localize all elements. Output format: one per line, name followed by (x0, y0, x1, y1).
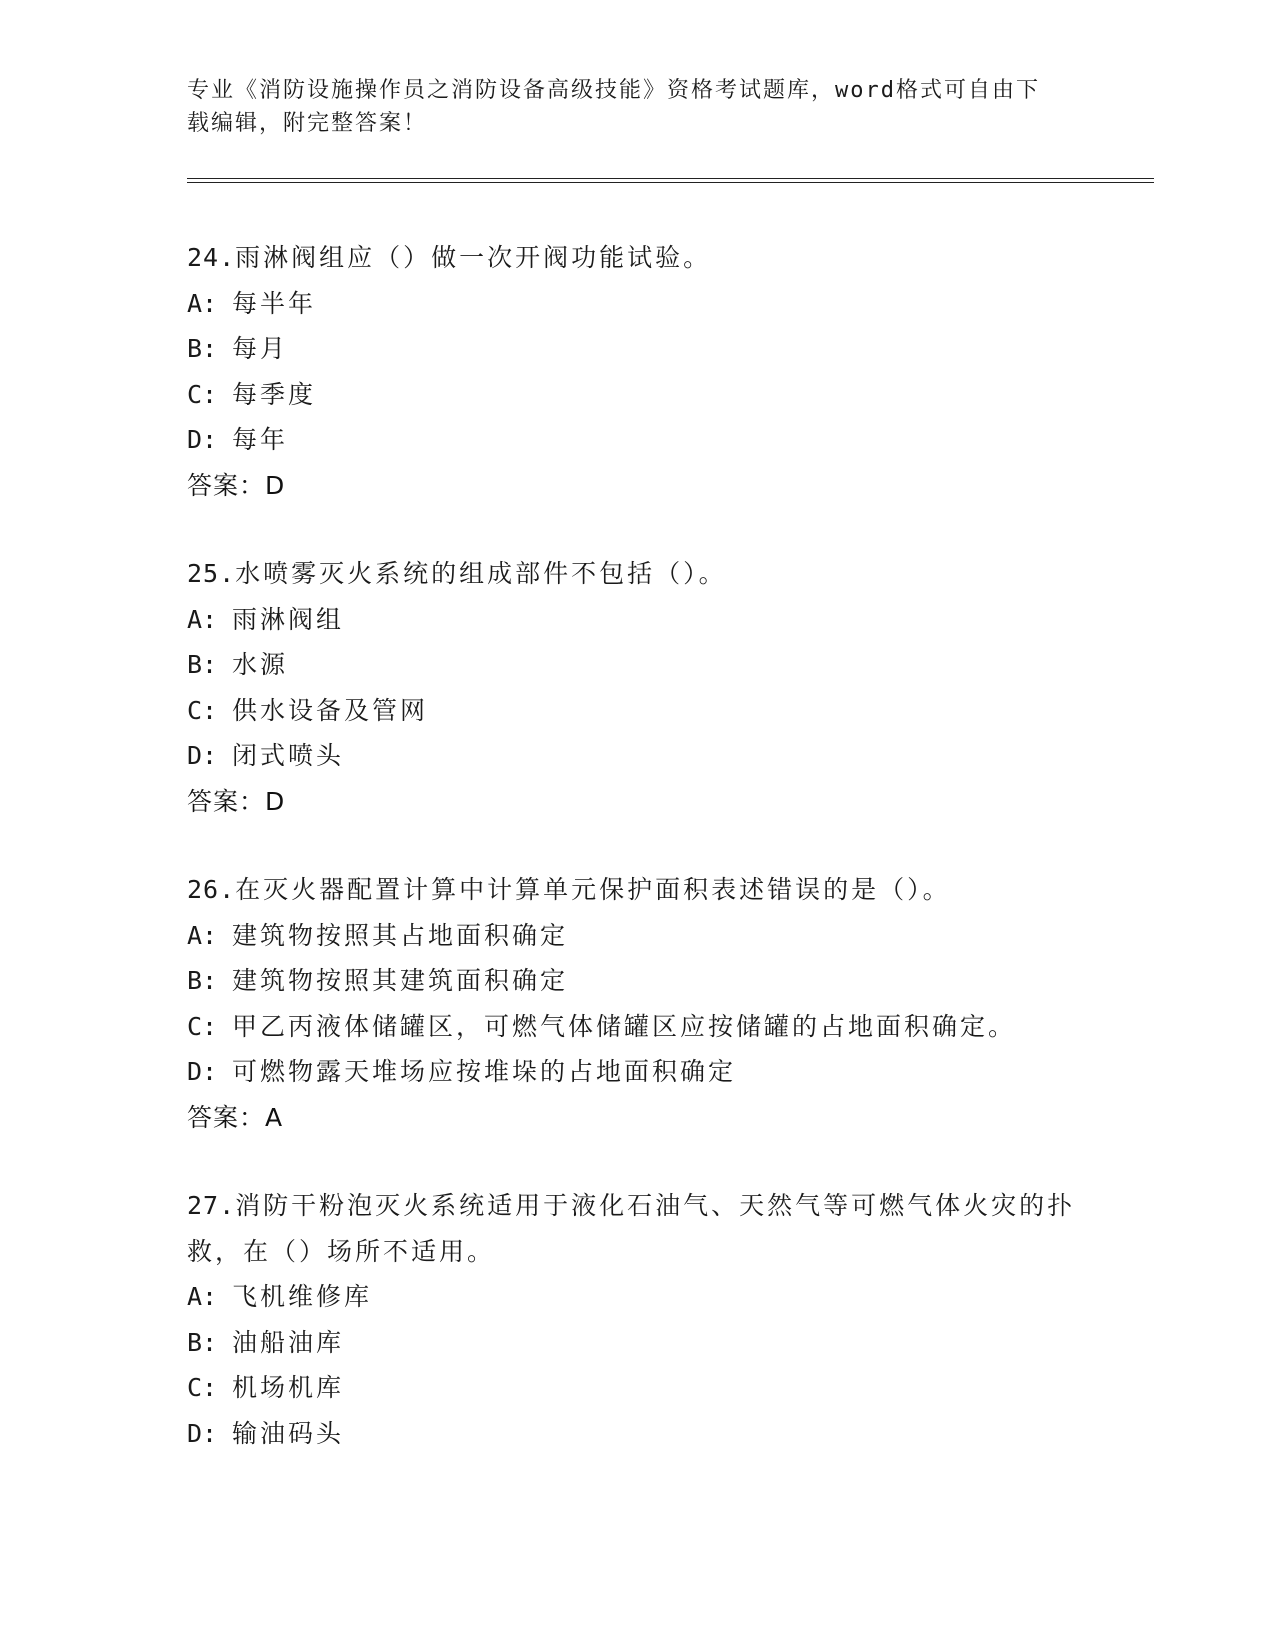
option-key: B: (187, 650, 218, 679)
question-stem (187, 1183, 1087, 1274)
option-text: 水源 (232, 650, 289, 679)
question-stem (187, 235, 1087, 281)
answer-label: 答案： (187, 786, 266, 816)
question-25 (187, 551, 1087, 824)
option-b (187, 1320, 1087, 1366)
option-text: 供水设备及管网 (232, 695, 429, 725)
option-text: 建筑物按照其占地面积确定 (232, 920, 569, 950)
option-text: 油船油库 (232, 1327, 345, 1357)
answer-line (187, 779, 1087, 825)
option-text: 输油码头 (232, 1418, 345, 1448)
option-b (187, 642, 1087, 688)
option-b (187, 326, 1087, 372)
question-number: 25. (187, 559, 236, 588)
question-number: 26. (187, 875, 236, 904)
question-26 (187, 867, 1087, 1140)
option-text: 雨淋阀组 (232, 604, 345, 634)
option-text: 飞机维修库 (232, 1282, 373, 1311)
answer-label: 答案： (187, 1102, 266, 1132)
header-divider-bottom (187, 182, 1154, 183)
option-c (187, 372, 1087, 418)
question-text: 在灭火器配置计算中计算单元保护面积表述错误的是（）。 (235, 875, 951, 904)
option-d (187, 1049, 1087, 1095)
option-text: 机场机库 (232, 1373, 345, 1402)
option-b (187, 958, 1087, 1004)
option-a (187, 597, 1087, 643)
option-key: A: (187, 920, 218, 950)
question-27 (187, 1183, 1087, 1456)
question-text: 水喷雾灭火系统的组成部件不包括（）。 (235, 559, 727, 588)
document-header (187, 74, 1067, 140)
option-text: 甲乙丙液体储罐区，可燃气体储罐区应按储罐的占地面积确定。 (232, 1011, 1017, 1041)
option-text: 闭式喷头 (232, 741, 345, 770)
option-text: 每月 (232, 334, 289, 363)
answer-value: A (265, 1102, 284, 1132)
option-text: 每半年 (232, 288, 317, 318)
question-number: 27. (187, 1191, 236, 1220)
answer-value: D (265, 786, 286, 816)
option-c (187, 1004, 1087, 1050)
option-key: A: (187, 288, 218, 318)
option-key: B: (187, 334, 218, 363)
question-stem (187, 867, 1087, 913)
question-24 (187, 235, 1087, 508)
option-a (187, 281, 1087, 327)
option-key: B: (187, 966, 218, 995)
option-a (187, 913, 1087, 959)
option-key: D: (187, 1418, 218, 1448)
answer-value: D (265, 470, 286, 500)
option-key: A: (187, 1282, 218, 1311)
question-text: 雨淋阀组应（）做一次开阀功能试验。 (235, 243, 712, 272)
header-divider-top (187, 178, 1154, 179)
header-line-1: 专业《消防设施操作员之消防设备高级技能》资格考试题库，word格式可自由下 (187, 78, 1040, 103)
option-key: C: (187, 379, 218, 409)
answer-line (187, 1095, 1087, 1141)
option-d (187, 417, 1087, 463)
option-key: A: (187, 604, 218, 634)
option-key: D: (187, 425, 218, 454)
option-key: B: (187, 1327, 218, 1357)
answer-label: 答案： (187, 470, 266, 500)
answer-line (187, 463, 1087, 509)
question-text: 消防干粉泡灭火系统适用于液化石油气、天然气等可燃气体火灾的扑救，在（）场所不适用。 (187, 1191, 1076, 1266)
option-text: 每季度 (232, 379, 317, 409)
option-text: 可燃物露天堆场应按堆垛的占地面积确定 (232, 1057, 737, 1086)
option-a (187, 1274, 1087, 1320)
question-list (187, 235, 1087, 1499)
option-key: C: (187, 695, 218, 725)
option-key: C: (187, 1011, 218, 1041)
option-c (187, 688, 1087, 734)
option-text: 建筑物按照其建筑面积确定 (232, 966, 569, 995)
option-key: C: (187, 1373, 218, 1402)
option-text: 每年 (232, 425, 289, 454)
question-number: 24. (187, 243, 236, 272)
option-key: D: (187, 1057, 218, 1086)
option-d (187, 733, 1087, 779)
question-stem (187, 551, 1087, 597)
option-c (187, 1365, 1087, 1411)
header-line-2: 载编辑，附完整答案！ (187, 111, 428, 136)
option-d (187, 1411, 1087, 1457)
option-key: D: (187, 741, 218, 770)
